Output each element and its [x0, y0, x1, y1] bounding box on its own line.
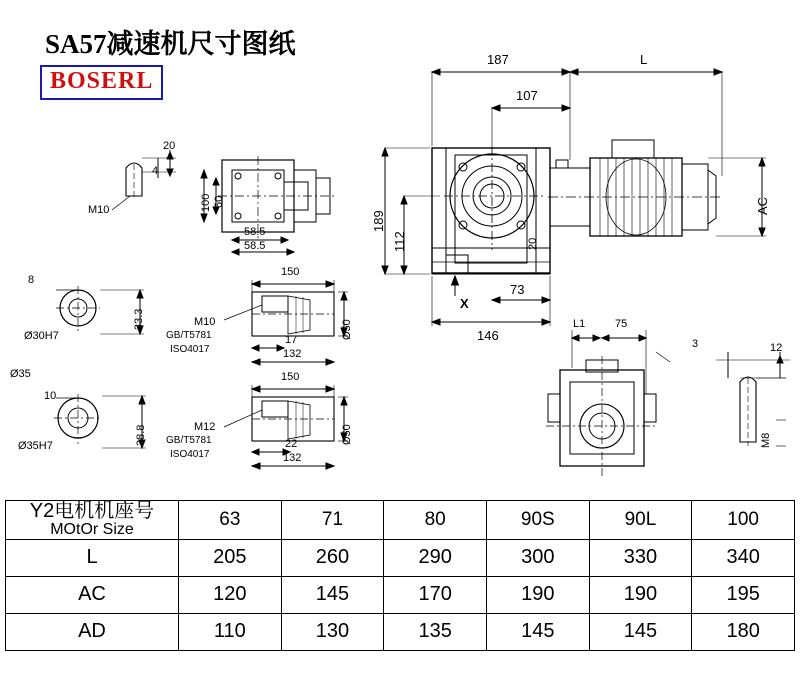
dim-60: 60 — [213, 195, 225, 208]
dim-150-a: 150 — [281, 266, 300, 278]
cell-L-100: 340 — [692, 539, 795, 576]
dim-M12: M12 — [194, 421, 216, 433]
dim-d50-b: Ø50 — [341, 424, 353, 445]
dim-M10-key: M10 — [88, 204, 110, 216]
dim-146: 146 — [477, 328, 499, 343]
table-row — [6, 501, 795, 540]
cell-AD-63: 110 — [179, 613, 282, 650]
cell-AD-100: 180 — [692, 613, 795, 650]
table-row — [6, 539, 795, 576]
dim-shaft-30: Ø30H7 — [24, 330, 59, 342]
dim-shaft-35: Ø35H7 — [18, 440, 53, 452]
dim-58-5-a: 58.5 — [244, 226, 266, 238]
dim-10: 10 — [44, 390, 57, 402]
dim-8: 8 — [28, 274, 35, 286]
dim-33-3: 33.3 — [133, 308, 145, 330]
dim-132-b: 132 — [283, 452, 302, 464]
dim-38-8: 38.8 — [135, 424, 147, 446]
dim-3: 3 — [692, 338, 699, 350]
dim-d50-a: Ø50 — [341, 319, 353, 340]
dim-189: 189 — [371, 210, 386, 232]
cell-size-63: 63 — [179, 501, 282, 540]
cell-size-100: 100 — [692, 501, 795, 540]
cell-AD-80: 135 — [384, 613, 487, 650]
dim-L1: L1 — [573, 318, 586, 330]
cell-AC-90l: 190 — [589, 576, 692, 613]
dim-AC: AC — [755, 196, 770, 215]
dim-12: 12 — [770, 342, 783, 354]
cell-size-80: 80 — [384, 501, 487, 540]
dim-M8: M8 — [760, 432, 772, 448]
dim-gb-2: GB/T5781 — [166, 435, 212, 446]
cell-AC-90s: 190 — [486, 576, 589, 613]
dim-187: 187 — [487, 52, 509, 67]
cell-size-90l: 90L — [589, 501, 692, 540]
dim-100: 100 — [200, 193, 212, 212]
dim-35: Ø35 — [10, 368, 31, 380]
cell-L-90s: 300 — [486, 539, 589, 576]
motor-size-label-en: MOtOr Size — [50, 521, 134, 538]
brand-logo: BOSERL — [40, 65, 163, 100]
cell-L-80: 290 — [384, 539, 487, 576]
dim-L: L — [640, 52, 648, 67]
cell-AC-63: 120 — [179, 576, 282, 613]
dim-150-b: 150 — [281, 371, 300, 383]
dim-4: 4 — [152, 165, 159, 177]
dim-73: 73 — [510, 282, 525, 297]
row-header-AC: AC — [6, 576, 179, 613]
motor-size-label-cn: Y2电机机座号 — [29, 500, 155, 522]
spec-table-wrapper — [5, 500, 795, 651]
dim-iso-1: ISO4017 — [170, 344, 210, 355]
dim-M10: M10 — [194, 316, 216, 328]
dim-gb-1: GB/T5781 — [166, 330, 212, 341]
dim-75: 75 — [615, 318, 628, 330]
cell-size-71: 71 — [281, 501, 384, 540]
dim-iso-2: ISO4017 — [170, 449, 210, 460]
row-header-AD: AD — [6, 613, 179, 650]
cell-AC-80: 170 — [384, 576, 487, 613]
cell-L-63: 205 — [179, 539, 282, 576]
cell-AC-100: 195 — [692, 576, 795, 613]
dim-107: 107 — [516, 88, 538, 103]
dim-20-key: 20 — [163, 140, 176, 152]
spec-table — [5, 500, 795, 651]
row-header-motor-size — [6, 501, 179, 540]
cell-AC-71: 145 — [281, 576, 384, 613]
cell-AD-90s: 145 — [486, 613, 589, 650]
cell-L-90l: 330 — [589, 539, 692, 576]
table-row — [6, 613, 795, 650]
cell-AD-90l: 145 — [589, 613, 692, 650]
cell-size-90s: 90S — [486, 501, 589, 540]
row-header-L: L — [6, 539, 179, 576]
cell-AD-71: 130 — [281, 613, 384, 650]
dim-132-a: 132 — [283, 348, 302, 360]
dim-17: 17 — [285, 334, 298, 346]
dim-58-5-b: 58.5 — [244, 240, 266, 252]
page-title: SA57减速机尺寸图纸 — [45, 29, 296, 59]
dim-112: 112 — [392, 231, 407, 252]
dim-20-housing: 20 — [527, 237, 539, 250]
dim-22: 22 — [285, 438, 298, 450]
dim-X-marker: X — [460, 296, 469, 311]
table-row — [6, 576, 795, 613]
cell-L-71: 260 — [281, 539, 384, 576]
